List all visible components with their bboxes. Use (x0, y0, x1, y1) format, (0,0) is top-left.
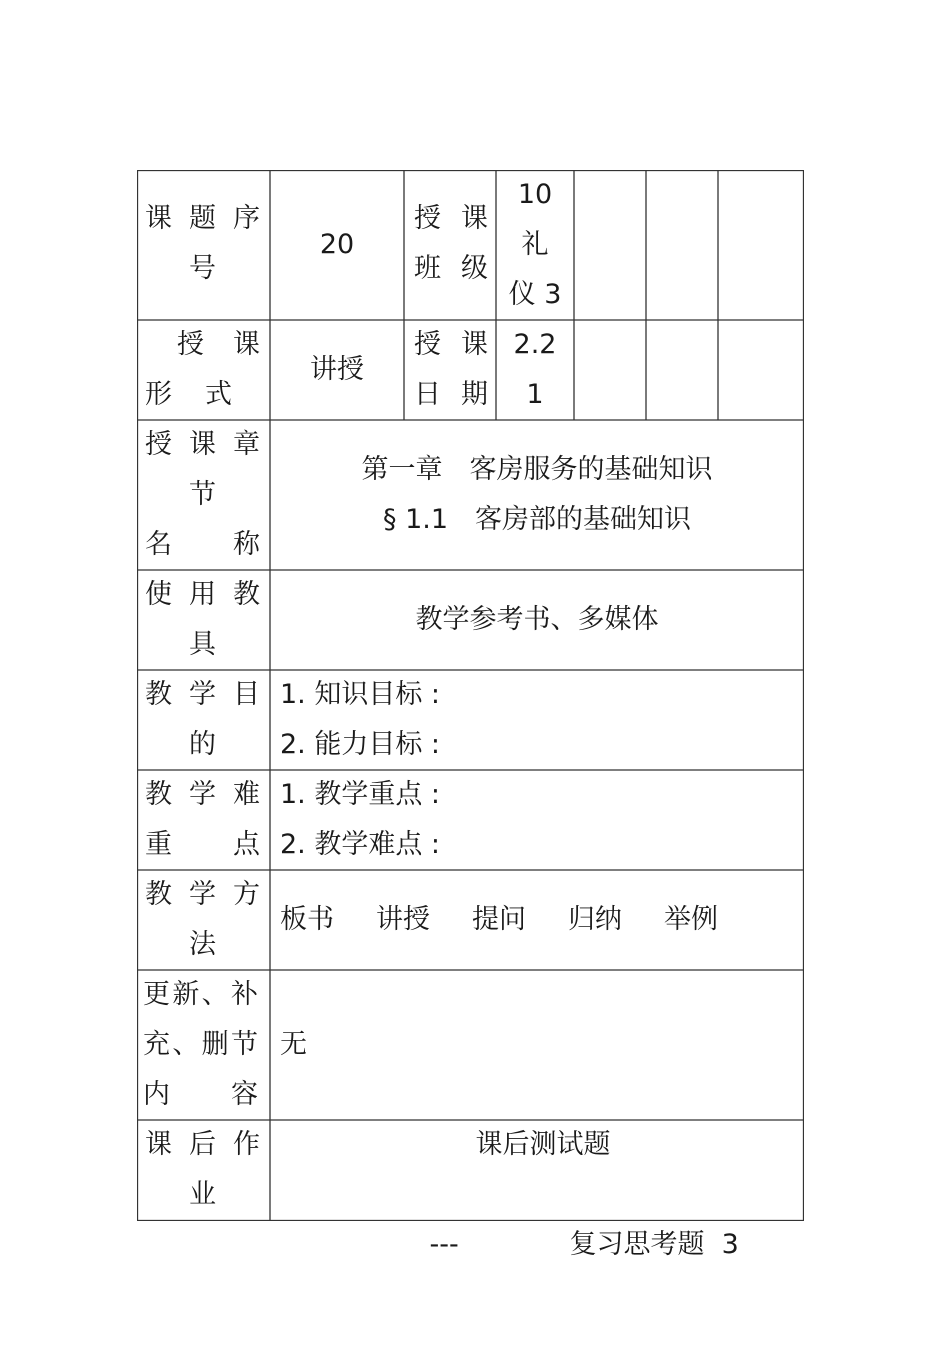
sequence-label-line: 课 题 序 (145, 203, 260, 234)
method-item: 举例 (664, 904, 718, 935)
homework-label (137, 1120, 270, 1221)
method-item: 归纳 (568, 904, 622, 935)
difficulty-label-line: 重 点 (145, 829, 260, 860)
update-value (270, 970, 804, 1120)
class-value-line: 10 (517, 179, 553, 210)
lesson-plan-table (137, 170, 804, 1260)
update-label (137, 970, 270, 1120)
method-item: 板书 (280, 904, 334, 935)
class-value (496, 170, 574, 320)
method-label-line: 教学方 (145, 879, 260, 910)
method-item: 提问 (472, 904, 526, 935)
tools-text: 教学参考书、多媒体 (415, 604, 659, 635)
method-label (137, 870, 270, 970)
homework-value (270, 1120, 804, 1260)
chapter-label (137, 420, 270, 570)
difficulty-label-line: 教学难 (145, 779, 260, 810)
homework-label-line: 课后作 (145, 1129, 260, 1160)
homework-review: 复习思考题 3 (569, 1229, 739, 1260)
chapter-title: 第一章 客房服务的基础知识 (361, 454, 713, 485)
chapter-label-line: 名 称 (145, 529, 260, 560)
chapter-value (270, 420, 804, 570)
date-value-line: 2.2 (513, 329, 557, 360)
purpose-label-line: 的 (189, 729, 216, 760)
section-title: § 1.1 客房部的基础知识 (382, 504, 692, 535)
form-label-line: 形 式 (145, 379, 232, 410)
update-label-line: 充、删节 (143, 1029, 258, 1060)
update-text: 无 (280, 1029, 307, 1060)
date-value (496, 320, 574, 420)
method-item: 讲授 (376, 904, 430, 935)
class-label-line: 授 课 (414, 203, 488, 234)
date-label-line: 日 期 (414, 379, 488, 410)
class-value-line: 仪 3 (508, 279, 562, 310)
class-label-line: 班 级 (414, 253, 488, 284)
form-label-line: 授 课 (177, 329, 260, 360)
method-value (270, 870, 804, 970)
difficulty-label (137, 770, 270, 870)
homework-dash: --- (429, 1229, 459, 1260)
tools-label-line: 具 (189, 629, 216, 660)
class-label (404, 170, 496, 320)
method-label-line: 法 (189, 929, 216, 960)
knowledge-goal: 1. 知识目标 : (280, 679, 441, 710)
ability-goal: 2. 能力目标 : (280, 729, 441, 760)
purpose-label (137, 670, 270, 770)
key-point: 1. 教学重点 : (280, 779, 441, 810)
date-label (404, 320, 496, 420)
chapter-label-line: 节 (189, 479, 216, 510)
update-label-line: 更新、补 (143, 979, 258, 1010)
class-value-line: 礼 (521, 229, 549, 260)
difficult-point: 2. 教学难点 : (280, 829, 441, 860)
form-value (270, 320, 404, 420)
difficulty-value (270, 770, 804, 870)
chapter-label-line: 授课章 (145, 429, 260, 460)
homework-test: 课后测试题 (475, 1129, 611, 1160)
homework-label-line: 业 (189, 1179, 216, 1210)
update-label-line: 内 容 (143, 1079, 258, 1110)
sequence-label-line: 号 (189, 253, 216, 284)
sequence-value (270, 170, 404, 320)
form-label (137, 320, 270, 420)
tools-value (270, 570, 804, 670)
sequence-number: 20 (319, 229, 355, 260)
purpose-value (270, 670, 804, 770)
tools-label-line: 使用教 (145, 579, 260, 610)
tools-label (137, 570, 270, 670)
purpose-label-line: 教学目 (145, 679, 260, 710)
sequence-label (137, 170, 270, 320)
form-value-text: 讲授 (310, 354, 364, 385)
date-value-line: 1 (526, 379, 544, 410)
date-label-line: 授 课 (414, 329, 488, 360)
